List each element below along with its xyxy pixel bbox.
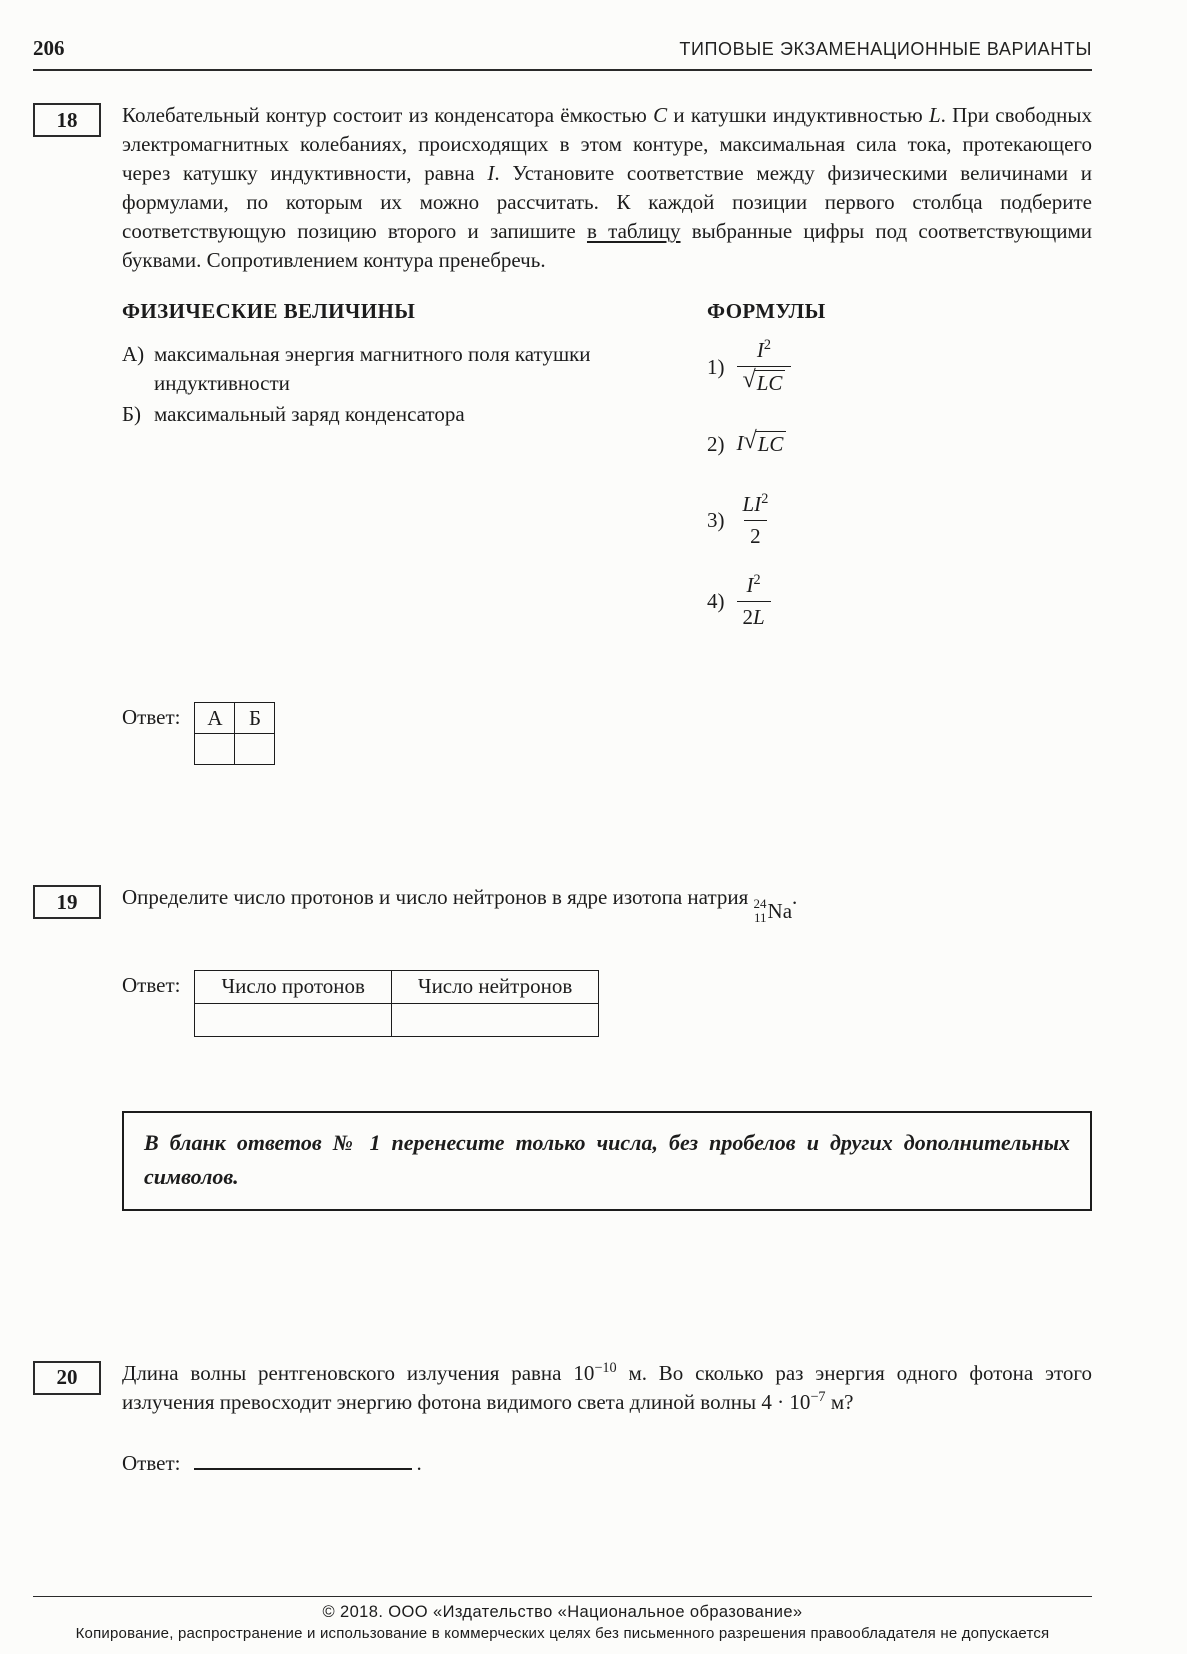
formula-1-numerator-var: I [756,338,764,362]
radical-sign: √ [742,366,756,393]
sodium-isotope-notation [754,897,793,926]
variable-C: C [653,103,668,127]
answer-cell-b [235,734,275,765]
formula-4-exponent: 2 [753,572,761,588]
answer-sheet-instruction-box [122,1111,1092,1211]
question-18-text [122,101,1092,275]
q18-text-seg: . Установите соответствие между физическими величинами и формулами, по которым их можно рассчитать. К каждой позиции первого столбца подберите соответствующую позицию второго и запишите [122,161,1092,243]
formula-4-numerator-var: I [746,573,754,597]
question-19-text [122,883,1092,926]
question-18-answer [122,702,1092,765]
footer-copyright: © 2018. ООО «Издательство «Национальное образование» [322,1603,803,1621]
formula-4-label: 4) [707,589,725,613]
question-19-number: 19 [56,889,78,914]
answer-col-b-header: Б [235,703,275,734]
formula-3-label: 3) [707,508,725,532]
q20-text-seg: Длина волны рентгеновского излучения равна [122,1360,574,1385]
formula-3-exponent: 2 [761,491,769,507]
question-19-number-box [33,885,101,919]
q20-text-seg: м. Во сколько раз энергия одного фотона этого излучения превосходит энергию фотона видимого света длиной волны [122,1360,1092,1414]
answer-sheet-instruction-text: В бланк ответов № 1 перенесите только числа, без пробелов и других дополнительных символов. [144,1129,1070,1189]
question-20-text [122,1359,1092,1417]
neutrons-answer-cell [391,1003,598,1036]
physical-quantities-column [122,299,707,654]
protons-column-header: Число протонов [195,970,391,1003]
question-20-number-box [33,1361,101,1395]
q18-text-seg: Колебательный контур состоит из конденсатора ёмкостью [122,103,654,127]
page-footer [33,1596,1092,1654]
question-19 [33,883,1092,1037]
answer-end-period: . [416,1450,422,1475]
isotope-mass-number: 24 [753,896,767,911]
formula-2-expression [736,427,787,457]
footer-legal-notice: Копирование, распространение и использование в коммерческих целях без письменного разрешения правообладателя не допускается [75,1625,1050,1642]
match-item-a [122,340,707,398]
isotope-atomic-number: 11 [754,910,767,926]
formula-1-label: 1) [707,354,725,379]
q18-underlined-phrase: в таблицу [586,219,681,243]
sqrt-radical [743,427,787,457]
match-item-a-label: А) [122,342,145,366]
running-head-title: ТИПОВЫЕ ЭКЗАМЕНАЦИОННЫЕ ВАРИАНТЫ [679,39,1092,59]
sqrt-radical [742,366,786,396]
q20-power-base-2: 4 · 10 [761,1389,811,1414]
q18-text-seg: выбранные цифры под соответствующими буквами. Сопротивлением контура пренебречь. [122,219,1092,272]
variable-I: I [487,161,495,185]
answer-label: Ответ: [122,972,181,997]
header-rule [33,69,1092,71]
formula-4-den-var: L [753,605,765,629]
formula-4-fraction [737,573,771,630]
formula-1 [707,338,1092,396]
page-number: 206 [33,36,65,60]
q19-text-seg: Определите число протонов и число нейтронов в ядре изотопа натрия [122,885,754,909]
formula-1-exponent: 2 [763,337,772,353]
answer-blank-line [194,1447,412,1470]
formula-2-label: 2) [707,431,725,456]
q20-power-exp-1: −10 [594,1359,617,1376]
formula-3-denominator: 2 [744,520,767,549]
match-item-b [122,400,707,429]
question-18-number: 18 [56,107,78,132]
formula-3-numerator-var: LI [742,492,762,516]
match-item-b-label: Б) [122,402,142,426]
q18-text-seg: . При свободных электромагнитных колебаниях, происходящих в этом контуре, максимальная сила тока, протекающего через катушку индуктивности, равна [122,103,1093,185]
formula-3-fraction [737,492,775,549]
formulas-header: ФОРМУЛЫ [707,299,826,323]
q18-text-seg: и катушки индуктивностью [667,103,929,127]
formula-1-radicand: LC [756,371,783,395]
match-item-a-text: максимальная энергия магнитного поля катушки индуктивности [154,342,591,395]
isotope-symbol: Na [767,898,793,923]
neutrons-column-header: Число нейтронов [391,970,598,1003]
match-item-b-text: максимальный заряд конденсатора [154,402,465,426]
formula-3 [707,492,1092,549]
formula-2-var: I [736,431,744,455]
question-19-answer [122,970,1092,1037]
radical-sign: √ [743,427,757,454]
formula-2 [707,420,1092,468]
page-header [33,36,1092,61]
q20-power-base-1: 10 [573,1360,595,1385]
q19-text-end: . [792,885,798,909]
q20-text-seg: м? [825,1389,854,1414]
answer-cell-a [195,734,235,765]
formula-2-radicand: LC [757,432,784,456]
question-18 [33,101,1092,765]
physical-quantities-header: ФИЗИЧЕСКИЕ ВЕЛИЧИНЫ [122,299,416,323]
answer-col-a-header: А [195,703,235,734]
formula-4-den-coef: 2 [742,605,753,629]
answer-label: Ответ: [122,1450,181,1475]
question-20-answer [122,1447,1092,1476]
answer-table-ab [194,702,275,765]
question-20-number: 20 [56,1365,78,1390]
formula-4 [707,573,1092,630]
footer-rule [33,1596,1092,1597]
variable-L: L [928,103,941,127]
answer-label: Ответ: [122,705,181,729]
formula-1-fraction [737,338,792,396]
formulas-column [707,299,1092,654]
protons-answer-cell [195,1003,391,1036]
question-20 [33,1359,1092,1476]
question-18-number-box [33,103,101,137]
q20-power-exp-2: −7 [810,1388,826,1405]
protons-neutrons-table [194,970,599,1037]
matching-columns [122,299,1092,654]
